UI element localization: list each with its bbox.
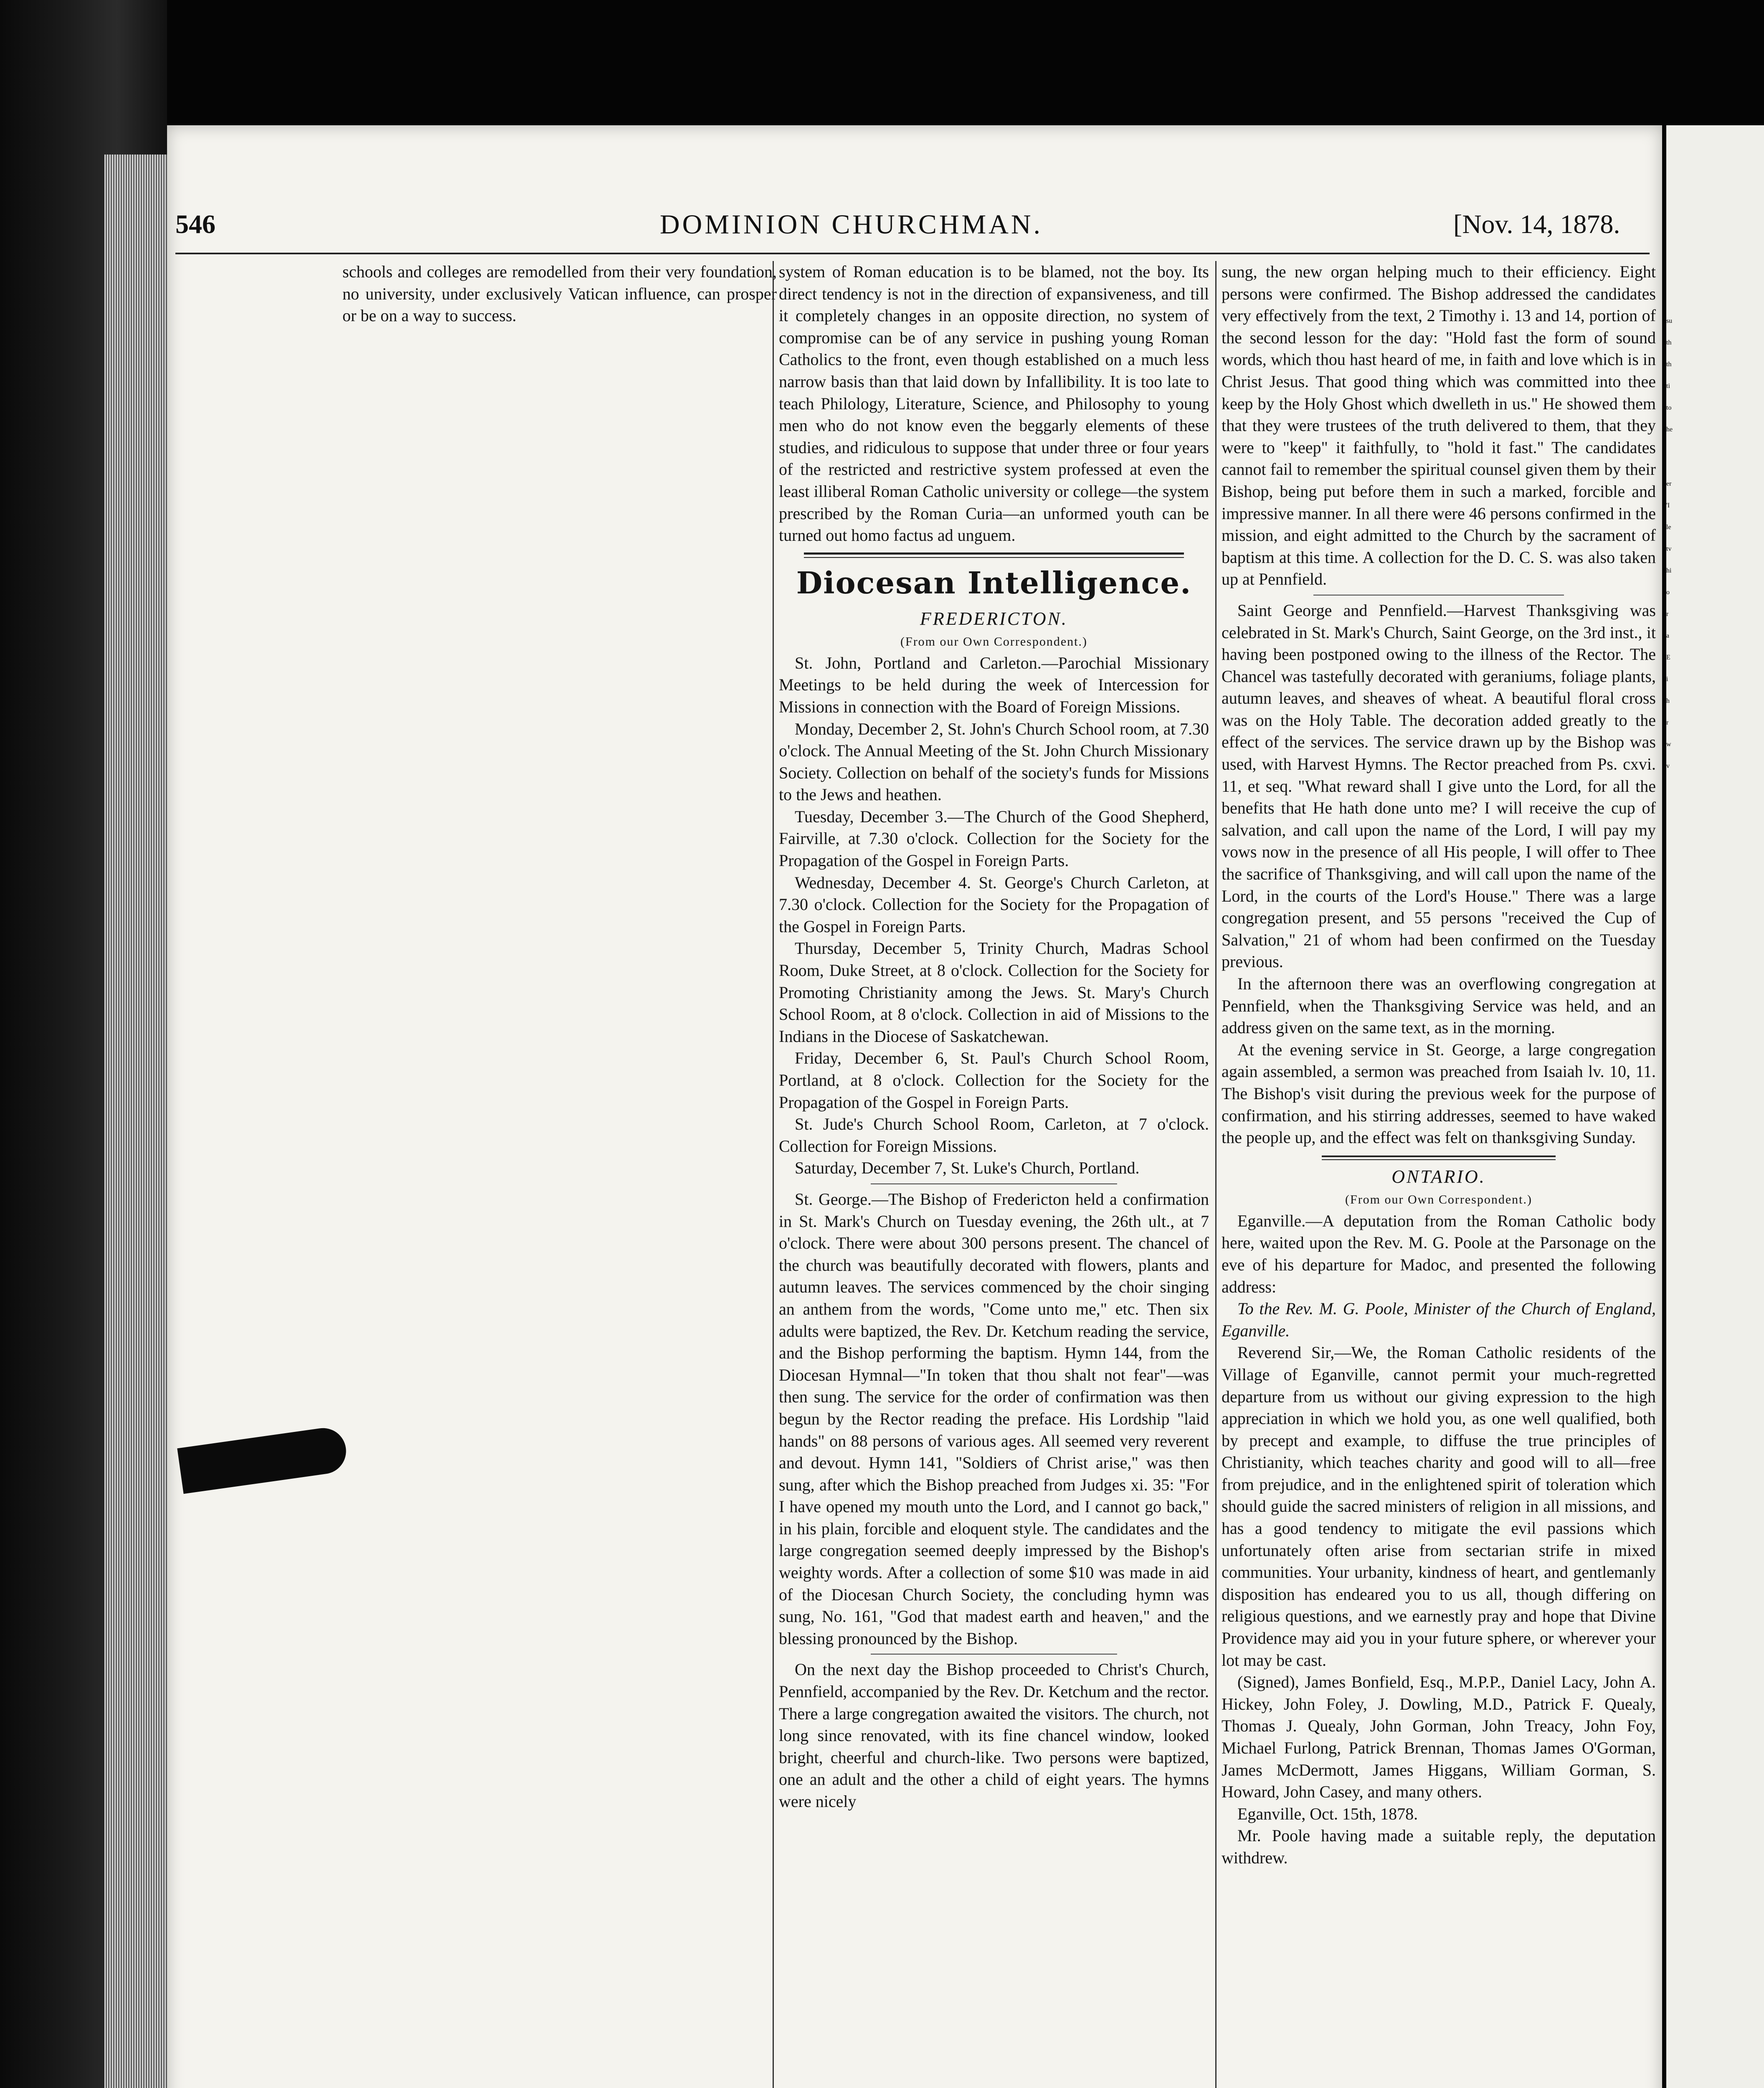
fragment-text: E	[1666, 654, 1764, 2088]
fragment-text: ti	[1666, 383, 1764, 2088]
news-paragraph: St. George.—The Bishop of Fredericton held a confirmation in St. Mark's Church on Tuesday evening, the 26th ult., at 7 o'clock. There were about 300 persons present. The chancel of the church was beautifully decorated with flowers, plants and autumn leaves. The services commenced by the choir singing an anthem from the words, "Come unto me," etc. Then six adults were baptized, the Rev. Dr. Ketchum reading the service, and the Bishop performing the baptism. Hymn 144, from the Diocesan Hymnal—"In token that thou shalt not fear"—was then sung. The service for the order of confirmation was then begun by the Rector reading the preface. His Lordship "laid hands" on 88 persons of various ages. All seemed very reverent and devout. Hymn 141, "Soldiers of Christ arise," was then sung, after which the Bishop preached from Judges xi. 35: "For I have opened my mouth unto the Lord, and I cannot go back," in his plain, forcible and eloquent style. The candidates and the large congregation seemed deeply impressed by the Bishop's weighty words. After a collection of some $10 was made in aid of the Diocesan Church Society, the concluding hymn was sung, No. 161, "God that madest earth and heaven," and the blessing pronounced by the Bishop.	[779, 1189, 1209, 1648]
fragment-text: hi	[1666, 567, 1764, 2088]
news-paragraph: Saint George and Pennfield.—Harvest Thanksgiving was celebrated in St. Mark's Church, Saint George, on the 3rd inst., it having been postponed owing to the illness of the Rector. The Chancel was tastefully decorated with geraniums, foliage plants, autumn leaves, and sheaves of wheat. A beautiful floral cross was on the Holy Table. The decoration added greatly to the effect of the services. The service drawn up by the Bishop was used, with Harvest Hymns. The Rector preached from Ps. cxvi. 11, et seq. "What reward shall I give unto the Lord, for all the benefits that He hath done unto me? I will receive the cup of salvation, and call upon the name of the Lord, I will pay my vows now in the presence of all His people, I will offer to Thee the sacrifice of Thanksgiving, and will call upon the name of the Lord, in the courts of the Lord's House." There was a large congregation present, and 55 persons "received the Cup of Salvation," 21 of whom had been confirmed on the Tuesday previous.	[1222, 601, 1656, 971]
news-paragraph: Eganville.—A deputation from the Roman Catholic body here, waited upon the Rev. M. G. Poole at the Parsonage on the eve of his departure for Madoc, and presented the following address:	[1222, 1211, 1656, 1296]
column-1	[342, 261, 777, 2088]
news-paragraph: Monday, December 2, St. John's Church School room, at 7.30 o'clock. The Annual Meeting of the St. John Church Missionary Society. Collection on behalf of the society's funds for Missions to the Jews and heathen.	[779, 719, 1209, 804]
page-number: 546	[175, 209, 215, 239]
fragment-text: th	[1666, 361, 1764, 2088]
fragment-text: o	[1666, 589, 1764, 2088]
news-paragraph: Tuesday, December 3.—The Church of the Good Shepherd, Fairville, at 7.30 o'clock. Collection for the Society for the Propagation of the Gospel in Foreign Parts.	[779, 807, 1209, 870]
signatories: (Signed), James Bonfield, Esq., M.P.P., Daniel Lacy, John A. Hickey, John Foley, J. Dowling, M.D., Patrick F. Quealy, Thomas J. Quealy, John Gorman, John Treacy, John Foy, Michael Furlong, Patrick Brennan, Thomas James O'Gorman, James McDermott, James Higgans, William Gorman, S. Howard, John Casey, and many others.	[1222, 1672, 1656, 1802]
fragment-text: v	[1666, 763, 1764, 2088]
article-paragraph: schools and colleges are remodelled from their very foundation, no university, under exclusively Vatican influence, can prosper or be on a way to success.	[342, 262, 777, 325]
column-2	[779, 261, 1209, 2088]
fragment-text: tv	[1666, 545, 1764, 2088]
section-title: Diocesan Intelligence.	[796, 565, 1192, 601]
diocese-heading: ONTARIO.	[1391, 1166, 1486, 1187]
news-paragraph: sung, the new organ helping much to their efficiency. Eight persons were confirmed. The Bishop addressed the candidates very effectively from the text, 2 Timothy i. 13 and 14, portion of the second lesson for the day: "Hold fast the form of sound words, which thou hast heard of me, in faith and love which is in Christ Jesus. That good thing which was committed into thee keep by the Holy Ghost which dwelleth in us." He showed them that they were trustees of the truth delivered to them, that they were to "keep" it faithfully, to "hold it fast." The candidates cannot fail to remember the spiritual counsel given them by their Bishop, being put before them in such a marked, forcible and impressive manner. In all there were 46 persons confirmed in the mission, and eight admitted to the Church by the sacrament of baptism at this time. A collection for the D. C. S. was also taken up at Pennfield.	[1222, 262, 1656, 589]
fragment-text: w	[1666, 741, 1764, 2088]
news-paragraph: Wednesday, December 4. St. George's Church Carleton, at 7.30 o'clock. Collection for the Society for the Propagation of the Gospel in Foreign Parts.	[779, 873, 1209, 936]
news-paragraph: Thursday, December 5, Trinity Church, Madras School Room, Duke Street, at 8 o'clock. Collection for the Society for Promoting Christianity among the Jews. St. Mary's Church School Room, at 8 o'clock. Collection in aid of Missions to the Indians in the Diocese of Saskatchewan.	[779, 939, 1209, 1046]
news-paragraph: Saturday, December 7, St. Luke's Church, Portland.	[795, 1158, 1140, 1178]
section-divider	[1322, 1155, 1556, 1160]
fragment-text: le	[1666, 524, 1764, 2088]
correspondent-note: (From our Own Correspondent.)	[900, 634, 1087, 649]
header-rule	[175, 253, 1650, 254]
column-3	[1222, 261, 1656, 2088]
news-paragraph: On the next day the Bishop proceeded to Christ's Church, Pennfield, accompanied by the Rev. Dr. Ketchum and the rector. There a large congregation awaited the visitors. The church, not long since renovated, with its fine chancel window, looked bright, cheerful and church-like. Two persons were baptized, one an adult and the other a child of eight years. The hymns were nicely	[779, 1660, 1209, 1811]
page-date: [Nov. 14, 1878.	[1453, 209, 1620, 239]
section-divider	[804, 552, 1184, 558]
news-paragraph: St. Jude's Church School Room, Carleton, at 7 o'clock. Collection for Foreign Missions.	[779, 1115, 1209, 1155]
column-separator	[1215, 261, 1217, 2088]
fragment-text: a	[1666, 632, 1764, 2088]
paragraph-divider	[871, 1654, 1117, 1655]
diocese-heading: FREDERICTON.	[920, 608, 1068, 629]
fragment-text: to	[1666, 404, 1764, 2088]
article-paragraph: system of Roman education is to be blamed, not the boy. Its direct tendency is not in the direction of expansiveness, and till it completely changes in an opposite direction, no system of compromise can be of any service in pushing young Roman Catholics to the front, even though established on a much less narrow basis than that laid down by Infallibility. It is too late to teach Philology, Literature, Science, and Philosophy to young men who do not know even the beggarly elements of these studies, and ridiculous to suppose that under three or four years of the restricted and restrictive system professed at even the least illiberal Roman Catholic university or college—the system prescribed by the Roman Curia—an unformed youth can be turned out homo factus ad unguem.	[779, 262, 1209, 545]
fragment-text: h	[1666, 697, 1764, 2088]
fragment-text: he	[1666, 426, 1764, 2088]
news-paragraph: At the evening service in St. George, a large congregation again assembled, a sermon was preached from Isaiah lv. 10, 11. The Bishop's visit during the previous week for the purpose of confirmation, and his stirring addresses, seemed to have waked the people up, and the effect was felt on thanksgiving Sunday.	[1222, 1040, 1656, 1147]
news-paragraph: In the afternoon there was an overflowing congregation at Pennfield, when the Thanksgiving Service was held, and an address given on the same text, as in the morning.	[1222, 974, 1656, 1037]
fragment-text: r	[1666, 719, 1764, 2088]
page-header	[175, 209, 1650, 246]
news-paragraph: St. John, Portland and Carleton.—Parochial Missionary Meetings to be held during the week of Intercession for Missions in connection with the Board of Foreign Missions.	[779, 653, 1209, 716]
page-edges	[104, 155, 171, 2088]
news-paragraph: Friday, December 6, St. Paul's Church School Room, Portland, at 8 o'clock. Collection for the Society for the Propagation of the Gospel in Foreign Parts.	[779, 1049, 1209, 1112]
address-heading: To the Rev. M. G. Poole, Minister of the Church of England, Eganville.	[1222, 1299, 1656, 1340]
fragment-text: r	[1666, 611, 1764, 2088]
fragment-text: er	[1666, 480, 1764, 2088]
page-title: DOMINION CHURCHMAN.	[660, 209, 1043, 240]
fragment-text: th	[1666, 339, 1764, 2088]
correspondent-note: (From our Own Correspondent.)	[1345, 1192, 1532, 1206]
paragraph-divider	[871, 1183, 1117, 1184]
fragment-text: i	[1666, 676, 1764, 2088]
news-paragraph: Mr. Poole having made a suitable reply, the deputation withdrew.	[1222, 1826, 1656, 1867]
news-paragraph: Reverend Sir,—We, the Roman Catholic residents of the Village of Eganville, cannot permit your much-regretted departure from us without our giving expression to the high appreciation in which we hold you, as one well qualified, both by precept and example, to diffuse the true principles of Christianity, which teaches charity and good will to all—free from prejudice, and in the enlightened spirit of toleration which should guide the sacred ministers of religion in all missions, and has a good tendency to mitigate the evil passions which unfortunately often arise from sectarian strife in mixed communities. Your urbanity, kindness of heart, and gentlemanly disposition has endeared you to us all, though differing on religious questions, and we earnestly pray and hope that Divine Providence may aid you in your future sphere, or wherever your lot may be cast.	[1222, 1343, 1656, 1670]
dateline: Eganville, Oct. 15th, 1878.	[1237, 1804, 1418, 1823]
fragment-text: 'I	[1666, 502, 1764, 2088]
fragment-text: su	[1666, 317, 1764, 2088]
